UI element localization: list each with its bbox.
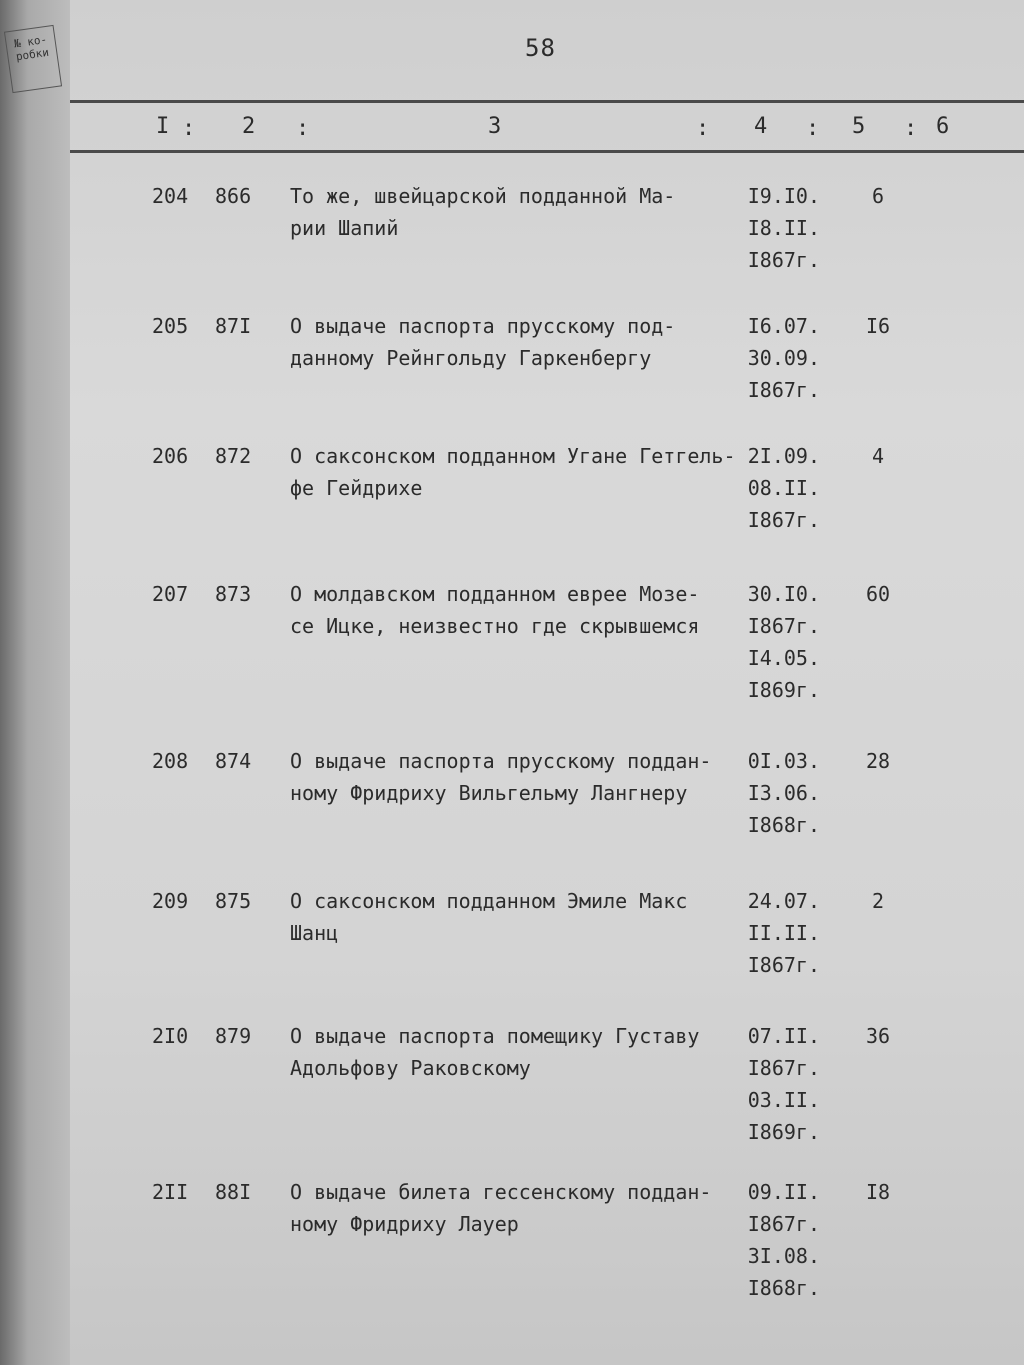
box-number-label: № ко- робки — [4, 25, 62, 93]
col-header-2: 2 — [242, 114, 256, 139]
row-number: 205 — [152, 314, 189, 338]
row-description: О выдаче паспорта помещику Густаву Адольфову Раковскому — [290, 1024, 700, 1080]
underlying-page — [0, 0, 70, 1365]
row-description: О молдавском подданном еврее Мозе- се Ицке, неизвестно где скрывшемся — [290, 582, 700, 638]
row-number: 204 — [152, 184, 189, 208]
row-number: 209 — [152, 889, 189, 913]
row-sheets: 28 — [865, 749, 891, 773]
row-sheets: 36 — [865, 1024, 891, 1048]
row-dates: 0I.03. I3.06. I868г. — [747, 749, 820, 837]
row-description: О выдаче паспорта прусскому под- данному Рейнгольду Гаркенбергу — [290, 314, 676, 370]
col-header-6: 6 — [936, 114, 950, 139]
document-page — [70, 0, 1024, 1365]
row-dates: I9.I0. I8.II. I867г. — [747, 184, 820, 272]
row-code: 866 — [215, 184, 252, 208]
page-number: 58 — [525, 34, 556, 62]
col-header-4: 4 — [754, 114, 768, 139]
row-number: 207 — [152, 582, 189, 606]
row-description: О выдаче паспорта прусскому поддан- ному Фридриху Вильгельму Лангнеру — [290, 749, 712, 805]
row-dates: 07.II. I867г. 03.II. I869г. — [747, 1024, 820, 1144]
row-code: 872 — [215, 444, 252, 468]
row-number: 208 — [152, 749, 189, 773]
col-header-3: 3 — [488, 114, 502, 139]
col-separator: : — [182, 116, 196, 141]
row-code: 873 — [215, 582, 252, 606]
col-header-5: 5 — [852, 114, 866, 139]
row-description: О саксонском подданном Эмиле Макс Шанц — [290, 889, 688, 945]
row-number: 2I0 — [152, 1024, 189, 1048]
col-separator: : — [806, 116, 820, 141]
row-number: 2II — [152, 1180, 189, 1204]
row-dates: I6.07. 30.09. I867г. — [747, 314, 820, 402]
header-rule-bottom — [70, 150, 1024, 153]
row-description: О саксонском подданном Угане Гетгель- фе Гейдрихе — [290, 444, 736, 500]
row-dates: 09.II. I867г. 3I.08. I868г. — [747, 1180, 820, 1300]
row-code: 874 — [215, 749, 252, 773]
row-sheets: I6 — [865, 314, 891, 338]
row-dates: 2I.09. 08.II. I867г. — [747, 444, 820, 532]
row-dates: 24.07. II.II. I867г. — [747, 889, 820, 977]
row-description: О выдаче билета гессенскому поддан- ному Фридриху Лауер — [290, 1180, 712, 1236]
row-sheets: 60 — [865, 582, 891, 606]
row-description: То же, швейцарской подданной Ма- рии Шапий — [290, 184, 676, 240]
header-rule-top — [70, 100, 1024, 103]
col-header-1: I — [156, 114, 170, 139]
row-code: 88I — [215, 1180, 252, 1204]
col-separator: : — [696, 116, 710, 141]
row-sheets: I8 — [865, 1180, 891, 1204]
row-sheets: 6 — [871, 184, 885, 208]
row-sheets: 4 — [871, 444, 885, 468]
row-dates: 30.I0. I867г. I4.05. I869г. — [747, 582, 820, 702]
row-code: 875 — [215, 889, 252, 913]
col-separator: : — [296, 116, 310, 141]
row-number: 206 — [152, 444, 189, 468]
col-separator: : — [904, 116, 918, 141]
row-sheets: 2 — [871, 889, 885, 913]
row-code: 87I — [215, 314, 252, 338]
row-code: 879 — [215, 1024, 252, 1048]
